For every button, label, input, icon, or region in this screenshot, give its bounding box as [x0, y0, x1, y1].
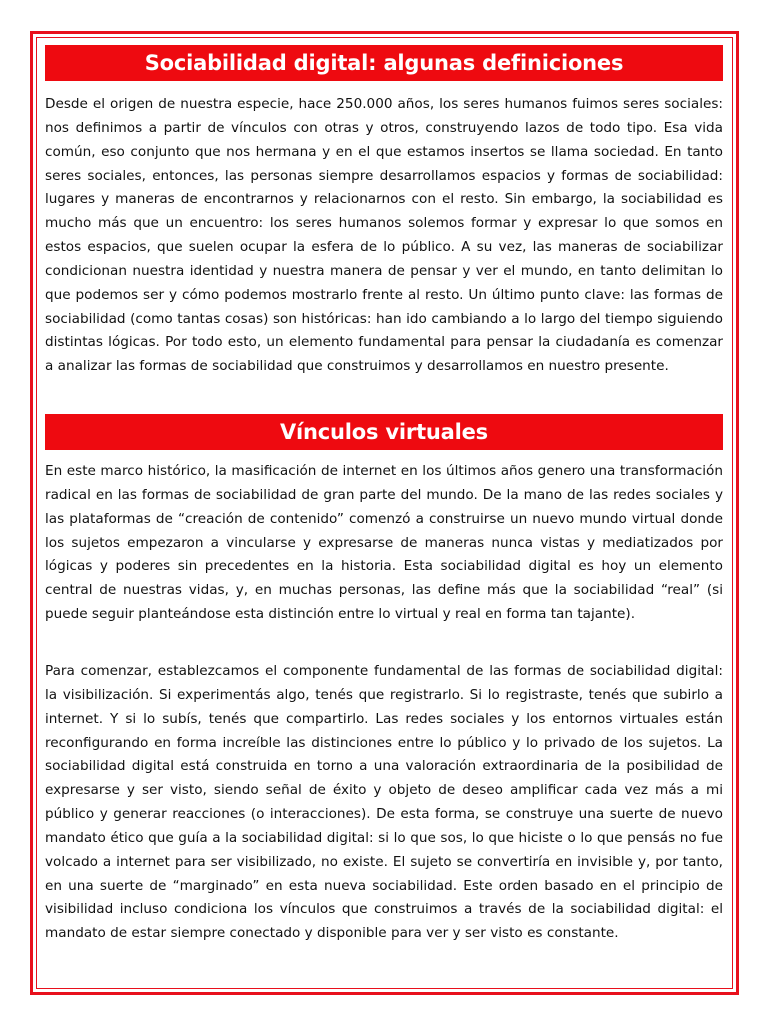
section-heading-virtual-links-text: Vínculos virtuales [280, 420, 488, 444]
section-heading-definitions-text: Sociabilidad digital: algunas definiciones [144, 51, 624, 75]
paragraph-definitions: Desde el origen de nuestra especie, hace 250.000 años, los seres humanos fuimos seres sociales: nos definimos a partir de vínculos con otras y otros, construyendo lazos de todo tipo. Esa vida común, eso conjunto que nos hermana y en el que estamos insertos se llama sociedad. En tanto seres sociales, entonces, las personas siempre desarrollamos espacios y formas de sociabilidad: lugares y maneras de encontrarnos y relacionarnos con el resto. Sin embargo, la sociabilidad es mucho más que un encuentro: los seres humanos solemos formar y expresar lo que somos en estos espacios, que suelen ocupar la esfera de lo público. A su vez, las maneras de sociabilizar condicionan nuestra identidad y nuestra manera de pensar y ver el mundo, en tanto delimitan lo que podemos ser y cómo podemos mostrarlo frente al resto. Un último punto clave: las formas de sociabilidad (como tantas cosas) son históricas: han ido cambiando a lo largo del tiempo siguiendo distintas lógicas. Por todo esto, un elemento fundamental para pensar la ciudadanía es comenzar a analizar las formas de sociabilidad que construimos y desarrollamos en nuestro presente. [45, 96, 723, 375]
paragraph-virtual-links-2: Para comenzar, establezcamos el componente fundamental de las formas de sociabilidad digital: la visibilización. Si experimentás algo, tenés que registrarlo. Si lo registraste, tenés que subirlo a internet. Y si lo subís, tenés que compartirlo. Las redes sociales y los entornos virtuales están reconfigurando en forma increíble las distinciones entre lo público y lo privado de los sujetos. La sociabilidad digital está construida en torno a una valoración extraordinaria de la posibilidad de expresarse y ser visto, siendo señal de éxito y objeto de deseo amplificar cada vez más a mi público y generar reacciones (o interacciones). De esta forma, se construye una suerte de nuevo mandato ético que guía a la sociabilidad digital: si lo que sos, lo que hiciste o lo que pensás no fue volcado a internet para ser visibilizado, no existe. El sujeto se convertiría en invisible y, por tanto, en una suerte de “marginado” en esta nueva sociabilidad. Este orden basado en el principio de visibilidad incluso condiciona los vínculos que construimos a través de la sociabilidad digital: el mandato de estar siempre conectado y disponible para ver y ser visto es constante. [45, 663, 723, 942]
paragraph-virtual-links-1: En este marco histórico, la masificación de internet en los últimos años genero una transformación radical en las formas de sociabilidad de gran parte del mundo. De la mano de las redes sociales y las plataformas de “creación de contenido” comenzó a construirse un nuevo mundo virtual donde los sujetos empezaron a vincularse y expresarse de maneras nunca vistas y mediatizados por lógicas y poderes sin precedentes en la historia. Esta sociabilidad digital es hoy un elemento central de nuestras vidas, y, en muchas personas, las define más que la sociabilidad “real” (si puede seguir planteándose esta distinción entre lo virtual y real en forma tan tajante). [45, 463, 723, 623]
section-heading-virtual-links [45, 414, 723, 450]
section-heading-definitions [45, 45, 723, 81]
